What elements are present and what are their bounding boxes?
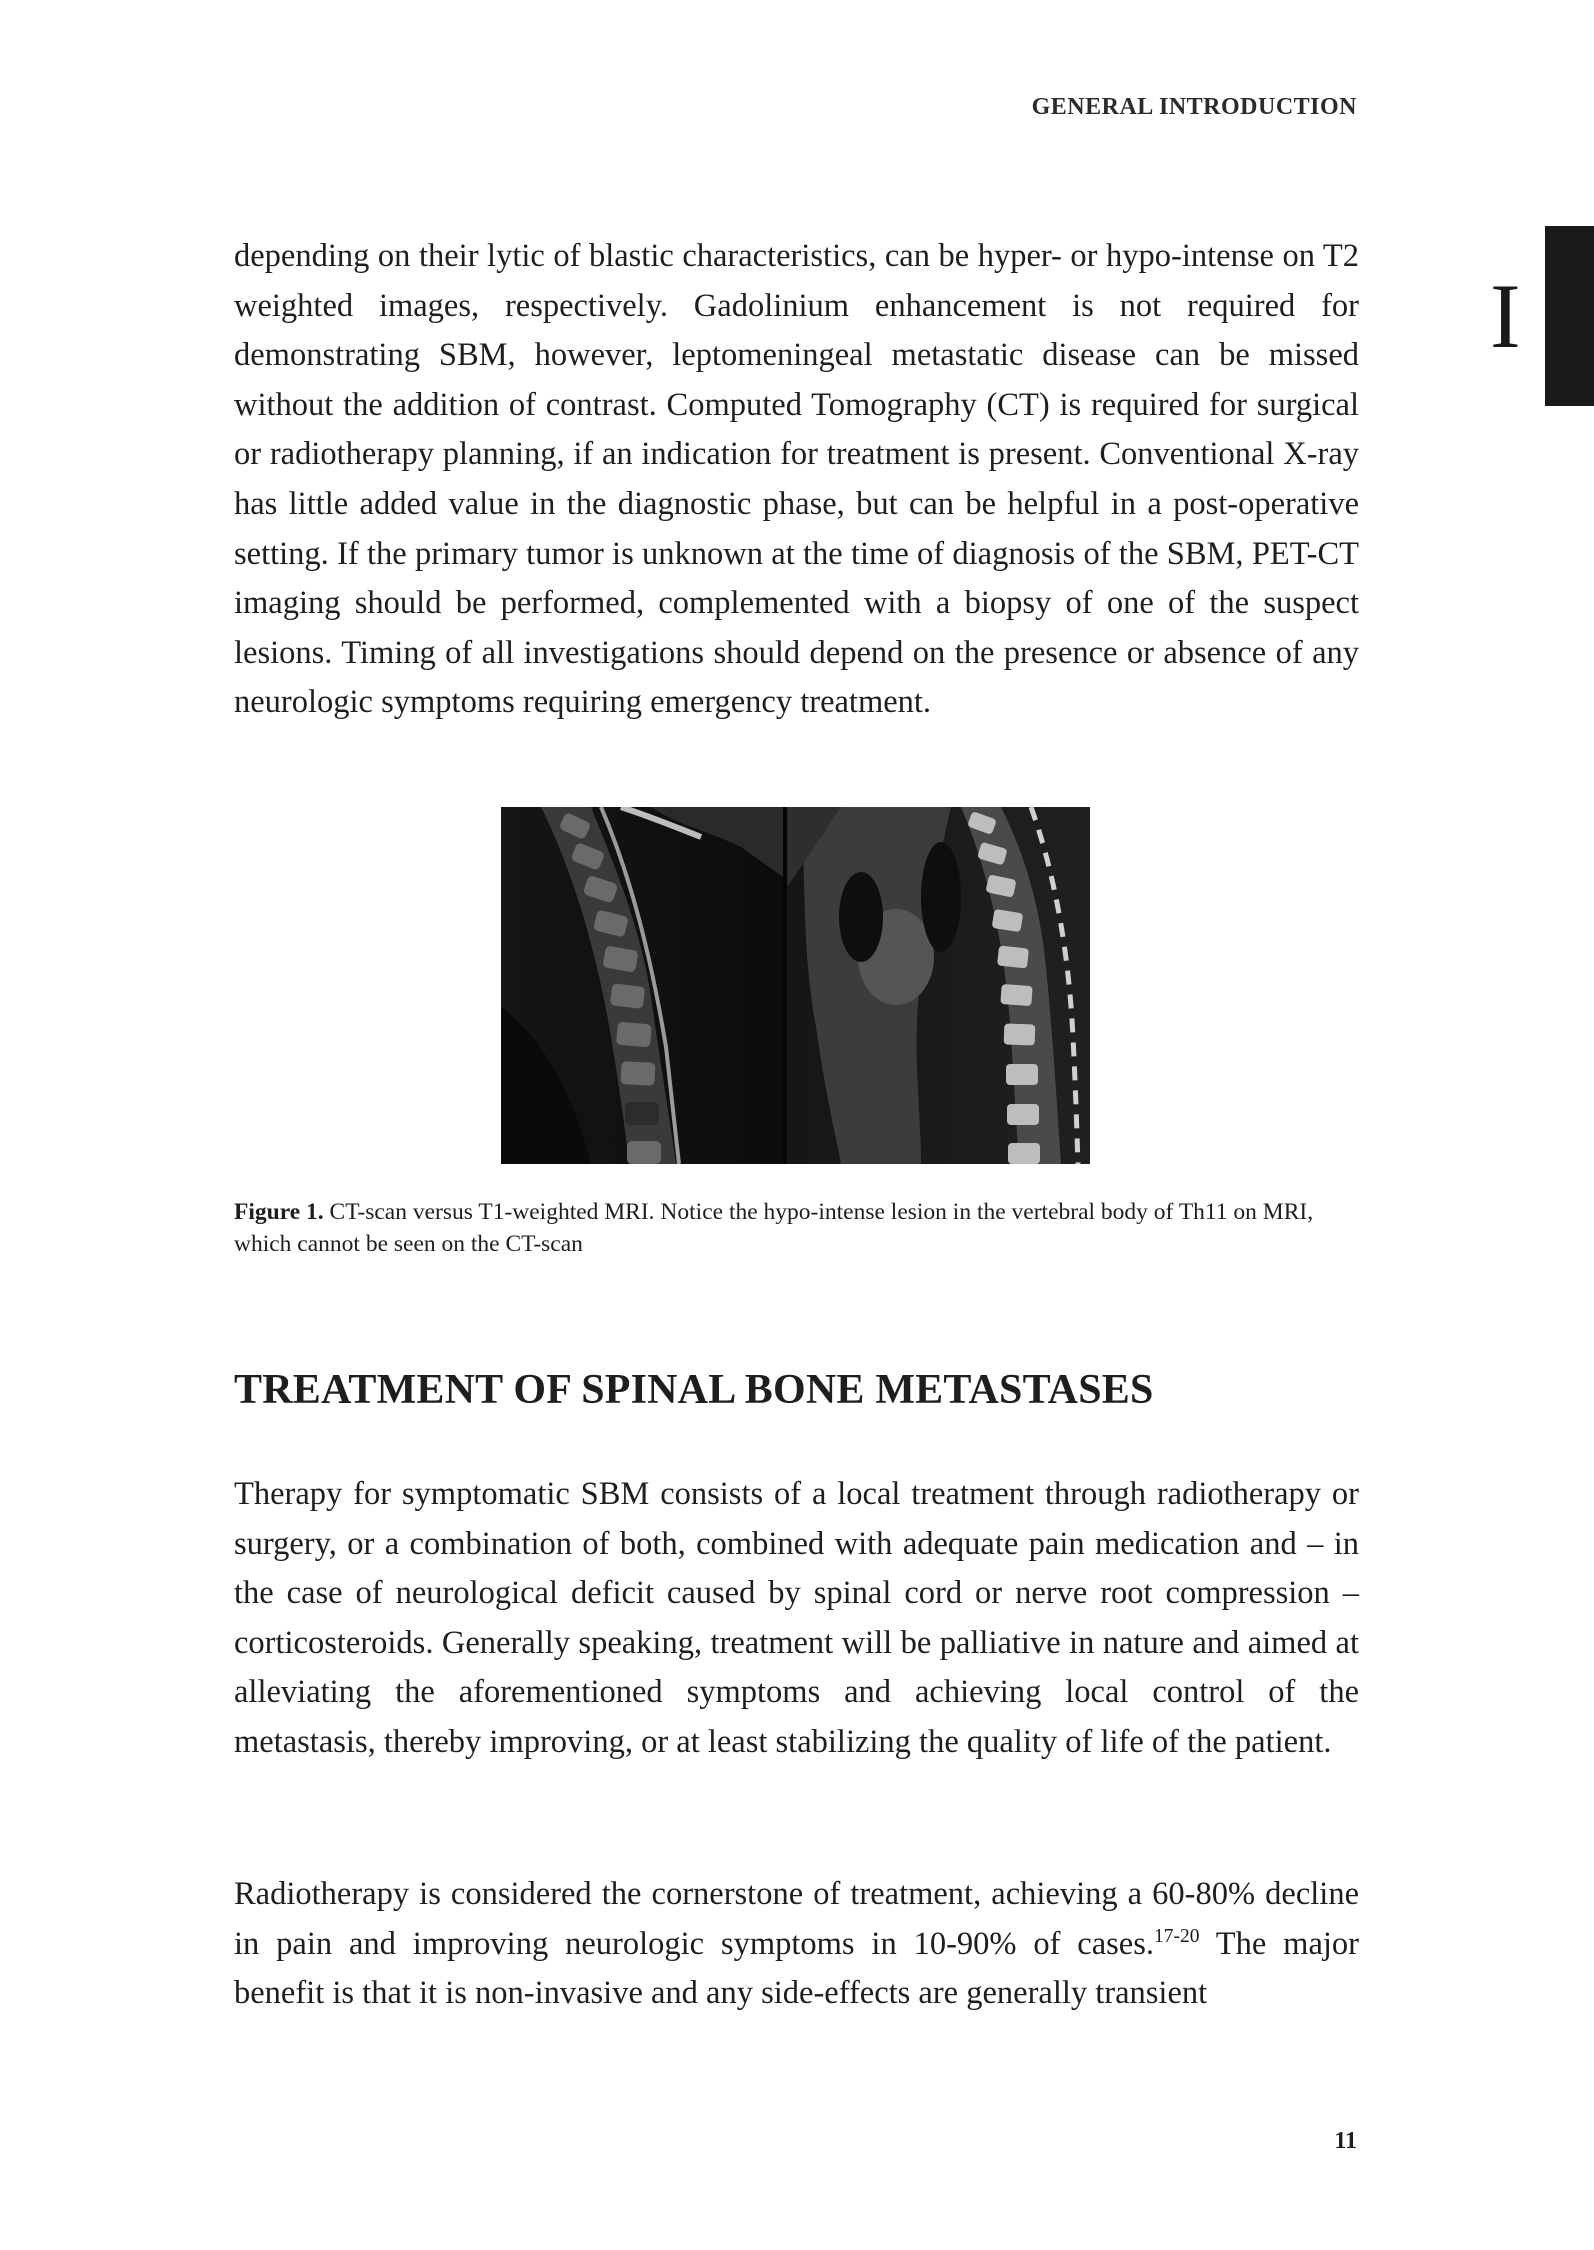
body-paragraph-2: Therapy for symptomatic SBM consists of a local treatment through radiotherapy or surgery, or a combination of both, combined with adequate pain medication and – in the case of neurological deficit caused by spinal cord or nerve root compression – corticosteroids. Generally speaking, treatment will be palliative in nature and aimed at alleviating the aforementioned symptoms and achieving local control of the metastasis, thereby improving, or at least stabilizing the quality of life of the patient. [234,1476,1359,1760]
chapter-tab [1545,226,1594,406]
figure-label: Figure 1. [234,1199,324,1225]
chapter-marker: I [1490,265,1521,367]
section-heading: TREATMENT OF SPINAL BONE METASTASES [234,1367,1154,1413]
citation-reference: 17-20 [1154,1925,1200,1947]
figure-image [501,807,1090,1164]
body-paragraph-3 [234,1870,1359,2019]
body-paragraph-3-start: Radiotherapy is considered the cornerstone of treatment, achieving a 60-80% decline in pain and improving neurologic symptoms in 10-90% of cases. [234,1876,1359,1962]
body-paragraph-1: depending on their lytic of blastic characteristics, can be hyper- or hypo-intense on T2 weighted images, respectively. Gadolinium enhancement is not required for demonstrating SBM, however, leptomeningeal metastatic disease can be missed without the addition of contrast. Computed Tomography (CT) is required for surgical or radiotherapy planning, if an indication for treatment is present. Conventional X-ray has little added value in the diagnostic phase, but can be helpful in a post-operative setting. If the primary tumor is unknown at the time of diagnosis of the SBM, PET-CT imaging should be performed, complemented with a biopsy of one of the suspect lesions. Timing of all investigations should depend on the presence or absence of any neurologic symptoms requiring emergency treatment. [234,238,1359,721]
body-paragraph-3-end: The major benefit is that it is non-invasive and any side-effects are generally transient [234,1925,1359,2012]
figure-caption-text: CT-scan versus T1-weighted MRI. Notice the hypo-intense lesion in the vertebral body of Th11 on MRI, which cannot be seen on the CT-scan [234,1199,1314,1257]
figure-caption [234,1196,1359,1260]
page-number: 11 [1334,2128,1357,2154]
running-header: GENERAL INTRODUCTION [1031,94,1357,120]
mri-ct-illustration [501,807,1090,1164]
